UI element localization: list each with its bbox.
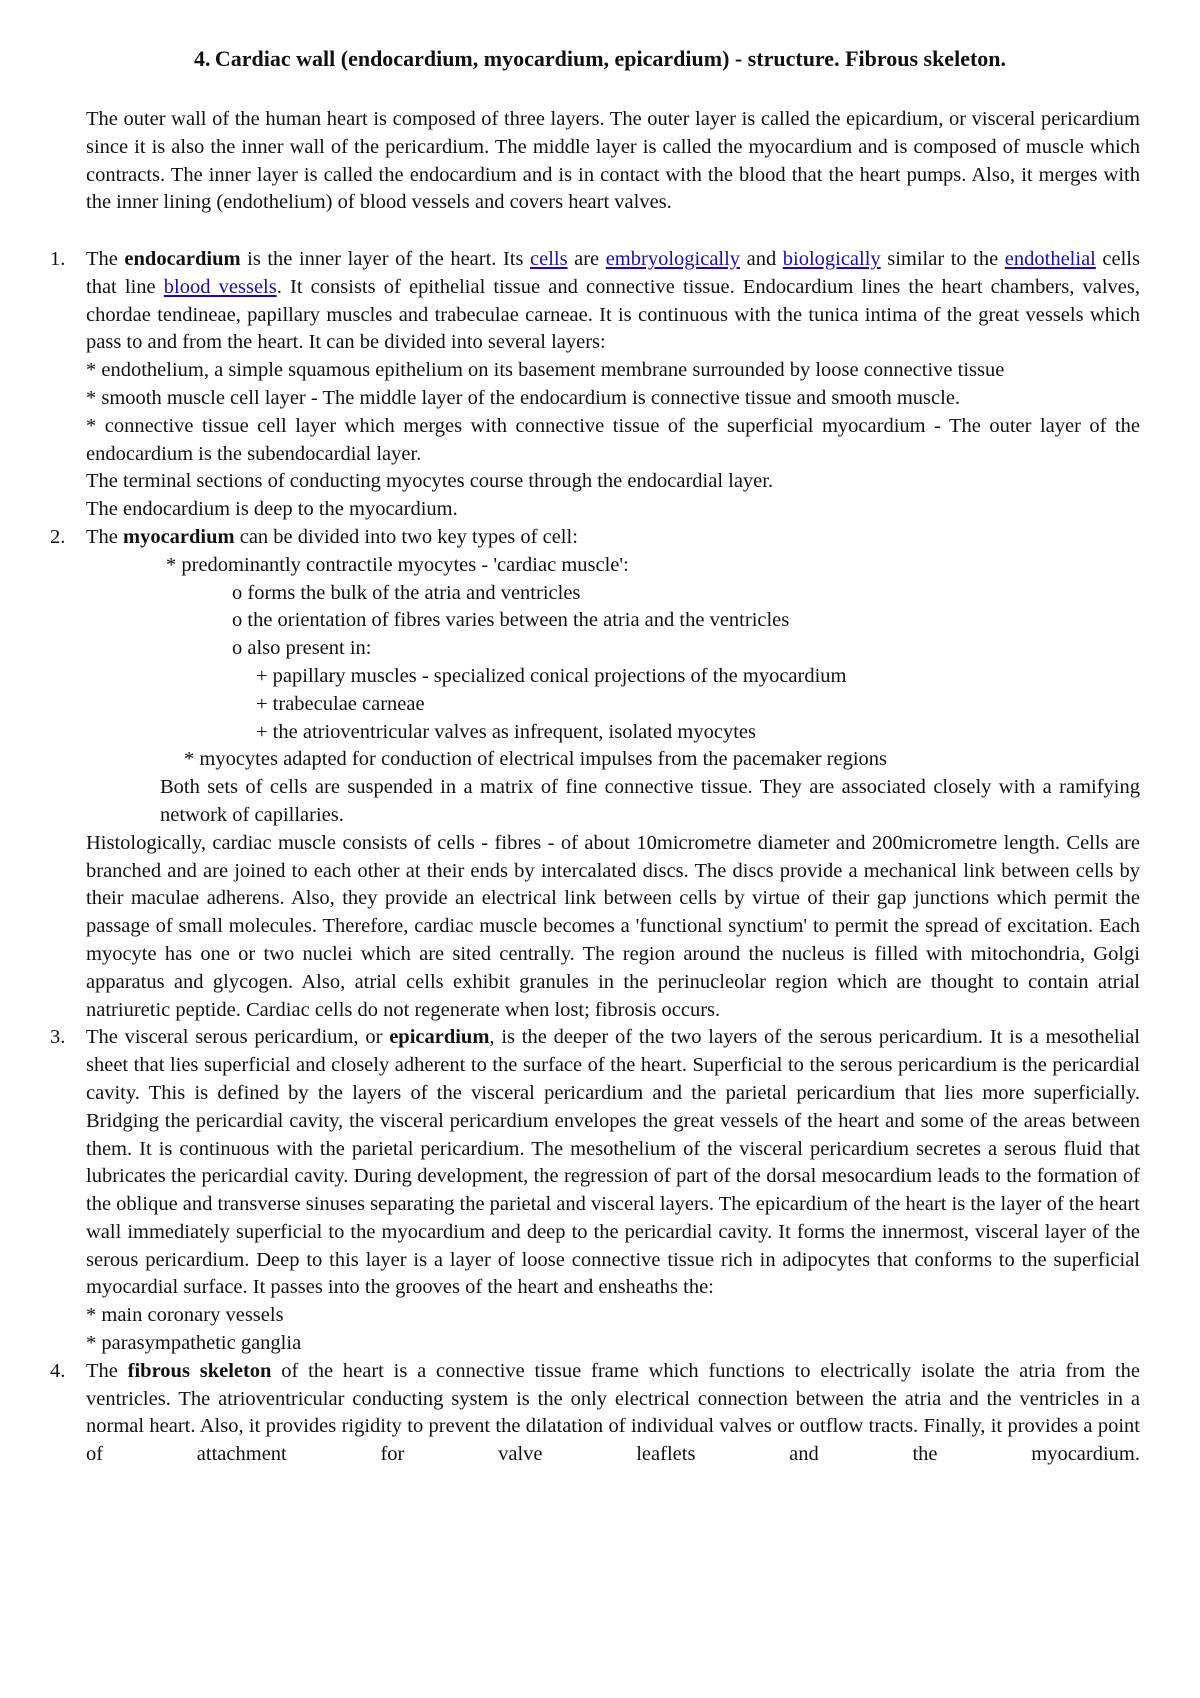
myocardium-sub-3: o the orientation of fibres varies between the atria and the ventricles [232, 609, 790, 632]
myocardium-sub-6: + trabeculae carneae [256, 692, 425, 715]
term-endocardium: endocardium [124, 248, 241, 270]
term-epicardium: epicardium [389, 1026, 490, 1049]
text: can be divided into two key types of cell: [234, 525, 578, 548]
text: , is the deeper of the two layers of the serous pericardium. It is a mesothelial sheet that lies superficial and closely adherent to the surface of the heart. Superficial to the serous pericardium is the pericardial cavity. This is defined by the layers of the visceral pericardium and the parietal pericardium that lies more superficially. Bridging the pericardial cavity, the visceral pericardium envelopes the great vessels of the heart and some of the areas between them. It is continuous with the parietal pericardium. The mesothelium of the visceral pericardium secretes a serous fluid that lubricates the pericardial cavity. During development, the regression of part of the dorsal mesocardium leads to the formation of the oblique and transverse sinuses separating the parietal and visceral layers. The epicardium of the heart is the layer of the heart wall immediately superficial to the myocardium and deep to the pericardial cavity. It forms the innermost, visceral layer of the serous pericardium. Deep to this layer is a layer of loose connective tissue rich in adipocytes that conforms to the superficial myocardial surface. It passes into the grooves of the heart and ensheaths the: [86, 1026, 1140, 1299]
list-item-epicardium [50, 1024, 1140, 1358]
myocardium-sub-1: * predominantly contractile myocytes - 'cardiac muscle': [166, 553, 629, 576]
list-item-myocardium [50, 524, 1140, 1024]
text: The [86, 1359, 128, 1382]
list-item-fibrous-skeleton [50, 1358, 1141, 1469]
myocardium-intro [86, 524, 1140, 552]
link-blood-vessels[interactable]: blood vessels [163, 275, 277, 298]
link-embryologically[interactable]: embryologically [605, 248, 741, 270]
myocardium-both-sets: Both sets of cells are suspended in a matrix of fine connective tissue. They are associated closely with a ramifying network of capillaries. [160, 776, 1140, 826]
text: similar to the [880, 248, 1005, 270]
list-number: 4. [50, 1359, 66, 1382]
endocardium-paragraph [86, 246, 1140, 357]
numbered-list [50, 246, 1141, 1469]
list-number: 3. [50, 1026, 66, 1049]
text: . It consists of epithelial tissue and connective tissue. Endocardium lines the heart chambers, valves, chordae tendineae, papillary muscles and trabeculae carneae. It is continuous with the tunica intima of the great vessels which pass to and from the heart. It can be divided into several layers: [86, 275, 1141, 354]
list-number: 2. [50, 525, 66, 548]
text: of the heart is a connective tissue frame which functions to electrically isolate the atria from the ventricles. The atrioventricular conducting system is the only electrical connection between the atria and the ventricles in a normal heart. Also, it provides rigidity to prevent the dilatation of individual valves or outflow tracts. Finally, it provides a point of attachment for valve leaflets and the myocardium. [86, 1359, 1141, 1466]
text: cells that line [86, 248, 1140, 298]
endocardium-note-1: The terminal sections of conducting myocytes course through the endocardial layer. [86, 470, 774, 493]
endocardium-note-2: The endocardium is deep to the myocardium. [86, 498, 458, 521]
myocardium-sub-5: + papillary muscles - specialized conical projections of the myocardium [256, 664, 847, 687]
fibrous-skeleton-paragraph [86, 1358, 1140, 1469]
intro-text: The outer wall of the human heart is composed of three layers. The outer layer is called the epicardium, or visceral pericardium since it is also the inner wall of the pericardium. The middle layer is called the myocardium and is composed of muscle which contracts. The inner layer is called the endocardium and is in contact with the blood that the heart pumps. Also, it merges with the inner lining (endothelium) of blood vessels and covers heart valves. [86, 108, 1140, 214]
endocardium-layer-2: * smooth muscle cell layer - The middle layer of the endocardium is connective tissue and smooth muscle. [86, 386, 961, 409]
myocardium-sub-4: o also present in: [232, 637, 372, 660]
text: The visceral serous pericardium, or [86, 1026, 390, 1049]
myocardium-sub-2: o forms the bulk of the atria and ventricles [232, 581, 581, 604]
term-fibrous-skeleton: fibrous skeleton [127, 1359, 272, 1382]
intro-paragraph [86, 106, 1140, 217]
text: The [86, 248, 125, 270]
myocardium-sub-7: + the atrioventricular valves as infrequent, isolated myocytes [256, 720, 756, 743]
list-number: 1. [50, 248, 66, 270]
link-endothelial[interactable]: endothelial [1004, 248, 1096, 270]
text: and [740, 248, 783, 270]
link-biologically[interactable]: biologically [782, 248, 881, 270]
page-title: 4. Cardiac wall (endocardium, myocardium, epicardium) - structure. Fibrous skeleton. [193, 46, 1007, 71]
link-cells[interactable]: cells [530, 248, 568, 270]
myocardium-histology: Histologically, cardiac muscle consists of cells - fibres - of about 10micrometre diameter and 200micrometre length. Cells are branched and are joined to each other at their ends by intercalated discs. The discs provide a mechanical link between cells by their maculae adherens. Also, they provide an electrical link between cells by virtue of their gap junctions which permit the passage of small molecules. Therefore, cardiac muscle becomes a 'functional synctium' to permit the spread of excitation. Each myocyte has one or two nuclei which are sited centrally. The region around the nucleus is filled with mitochondria, Golgi apparatus and glycogen. Also, atrial cells exhibit granules in the perinucleolar region which are thought to contain atrial natriuretic peptide. Cardiac cells do not regenerate when lost; fibrosis occurs. [86, 831, 1140, 1021]
text: are [567, 248, 606, 270]
term-myocardium: myocardium [123, 525, 235, 548]
epicardium-bullet-1: * main coronary vessels [86, 1304, 284, 1327]
text: The [86, 525, 123, 548]
endocardium-layer-3: * connective tissue cell layer which merges with connective tissue of the superficial myocardium - The outer layer of the endocardium is the subendocardial layer. [86, 414, 1140, 465]
text: is the inner layer of the heart. Its [240, 248, 531, 270]
list-item-endocardium [50, 246, 1141, 524]
epicardium-paragraph [86, 1024, 1140, 1302]
epicardium-bullet-2: * parasympathetic ganglia [86, 1332, 302, 1355]
endocardium-layer-1: * endothelium, a simple squamous epithelium on its basement membrane surrounded by loose connective tissue [86, 359, 1005, 382]
myocardium-sub-8: * myocytes adapted for conduction of electrical impulses from the pacemaker regions [184, 748, 888, 771]
